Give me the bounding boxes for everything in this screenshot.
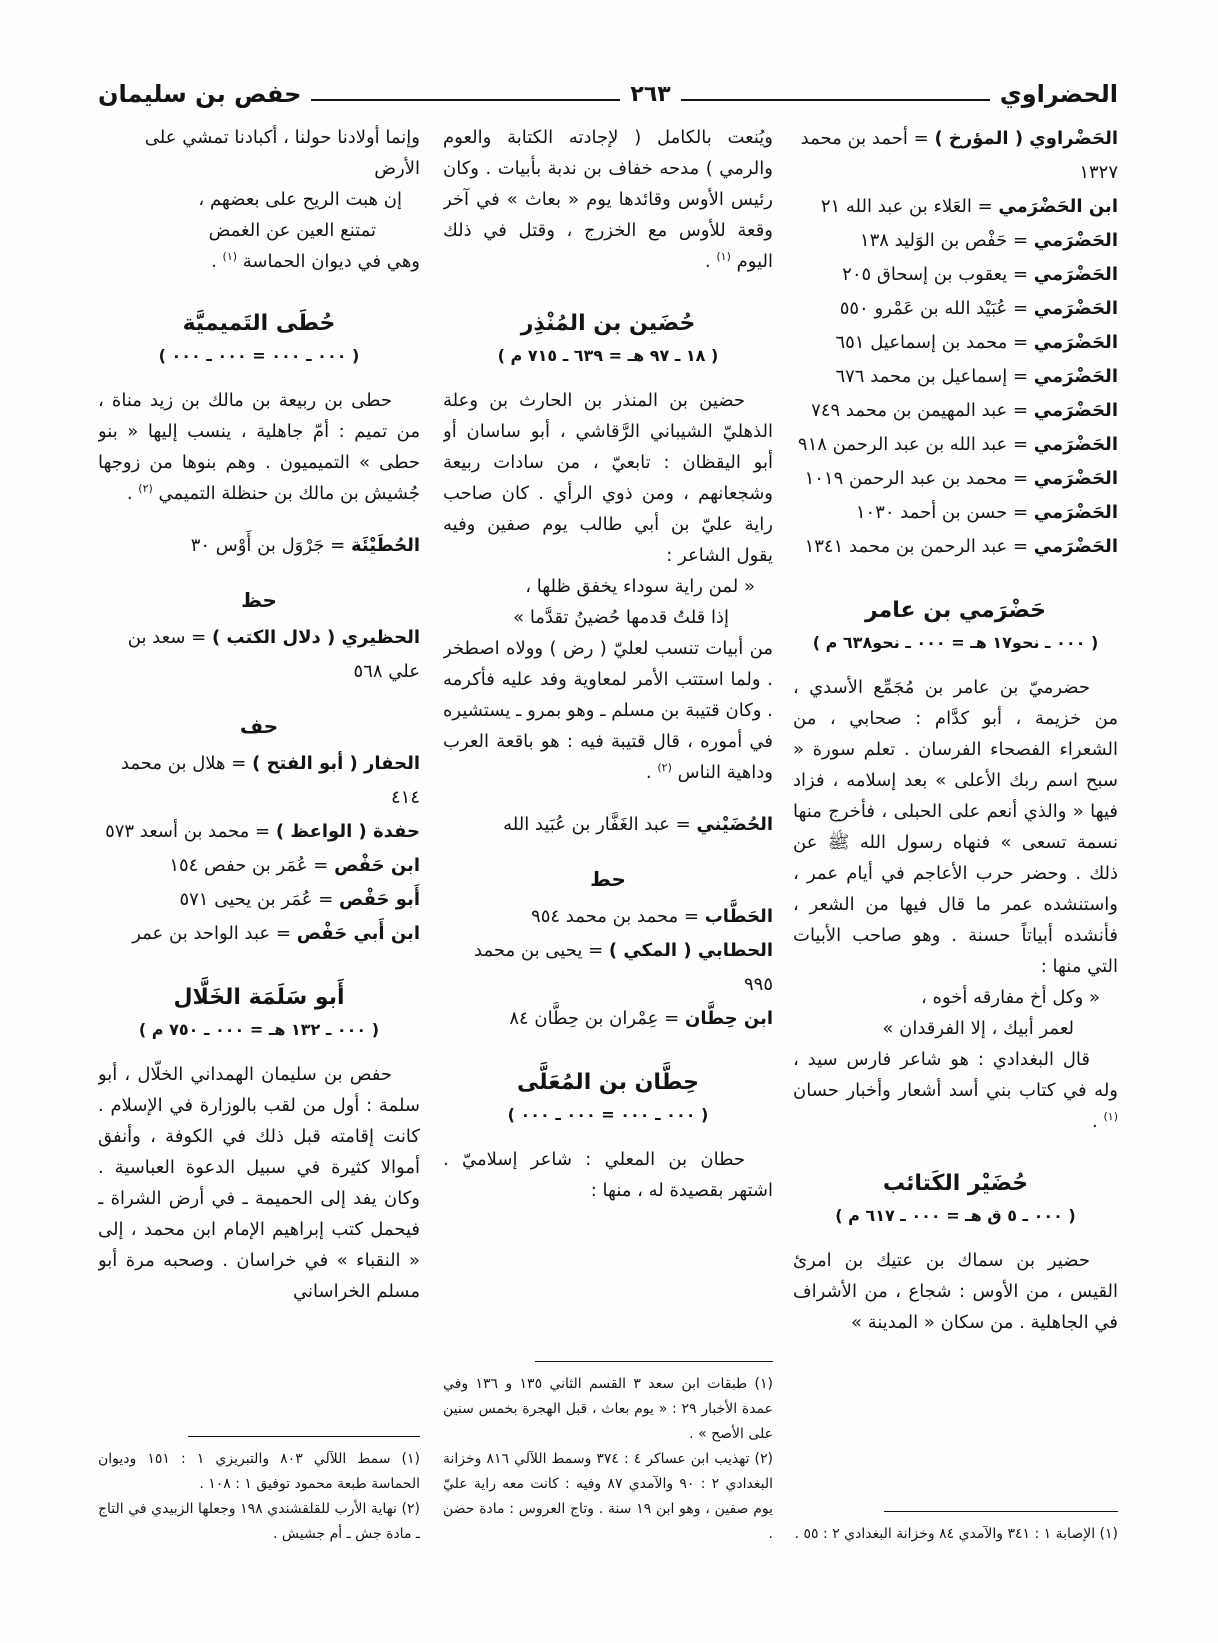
biography-text: حطان بن المعلي : شاعر إسلاميّ . اشتهر بقصيدة له ، منها :	[443, 1149, 773, 1201]
index-entry	[443, 934, 773, 1002]
entry-reference: = عُمَر بن يحيى ٥٧١	[179, 889, 334, 910]
biography-text: حضين بن المنذر بن الحارث بن وعلة الذهليّ الشيباني الرَّقاشي ، أبو ساسان أو أبو اليقظان : تابعيّ ، من سادات ربيعة وشجعانهم ، ومن ذوي الرأي . كان صاحب راية عليّ بن أبي طالب يوم صفين وفيه يقول الشاعر :	[443, 390, 773, 566]
biography-dates: ( ٠٠٠ ـ ٥ ق هـ = ٠٠٠ ـ ٦١٧ م )	[835, 1206, 1076, 1225]
source-text: وهي في ديوان الحماسة	[242, 251, 420, 272]
biography-title: حُطَى التَميميَّة	[182, 311, 336, 336]
footnote-marker: (١)	[1103, 1110, 1118, 1123]
entry-name: الحظيري ( دلال الكتب )	[211, 627, 420, 648]
biography-text: حضرميّ بن عامر بن مُجَمِّع الأسدي ، من خزيمة ، أبو كدَّام : صحابي ، من الشعراء الفصحاء الفرسان . تعلم سورة « سبح اسم ربك الأعلى » بعد إسلامه ، فزاد فيها « والذي أنعم على الحبلى ، فأخرج منها نسمة تسعى » فنهاه رسول الله ﷺ عن ذلك . وحضر حرب الأعاجم في أيام عمر ، واستنشده عمر ما قال فيها من الشعر ، فأنشده أبياتاً حسنة . وهو صاحب الأبيات التي منها :	[793, 677, 1118, 977]
entry-reference: = عبد الله بن عبد الرحمن ٩١٨	[797, 434, 1029, 455]
footnotes	[443, 1361, 773, 1547]
column-body	[443, 122, 773, 1349]
index-entry	[793, 326, 1118, 360]
entry-reference: = محمد بن إسماعيل ٦٥١	[835, 332, 1029, 353]
biography-title: حِطَّان بن المُعَلَّى	[517, 1070, 699, 1095]
index-entry	[793, 394, 1118, 428]
entry-name: حفدة ( الواعظ )	[275, 821, 420, 842]
entry-name: الحُطَيْئَة	[350, 535, 420, 556]
footnote-marker: (١)	[716, 250, 731, 263]
biography-text	[98, 385, 420, 509]
biography-text: حضير بن سماك بن عتيك بن امرئ القيس ، من الأوس : شجاع ، من الأشراف في الجاهلية . من سكان « المدينة »	[793, 1250, 1118, 1333]
section-letter-heading: حف	[239, 714, 279, 738]
entry-reference: = محمد بن محمد ٩٥٤	[531, 906, 699, 927]
punctuation: .	[1092, 1111, 1104, 1132]
verse-line: لعمر أبيك ، إلا الفرقدان »	[882, 1018, 1074, 1039]
entry-name: الحَضْرَمي	[1033, 264, 1118, 285]
entry-name: الحَضْرَمي	[1033, 468, 1118, 489]
entry-name: الحَضْرَمي	[1033, 230, 1118, 251]
entry-name: الحطابي ( المكي )	[608, 940, 773, 961]
footnote: (١) طبقات ابن سعد ٣ القسم الثاني ١٣٥ و ١٣٦ وفي عمدة الأخبار ٢٩ : « يوم بعاث ، قبل الهجرة بخمس سنين على الأصح » .	[443, 1376, 774, 1442]
footnotes	[98, 1436, 420, 1547]
biography-text	[443, 633, 773, 788]
biography-title: حَضْرَمي بن عامر	[864, 598, 1047, 623]
biography-text: حفص بن سليمان الهمداني الخلّال ، أبو سلمة : أول من لقب بالوزارة في الإسلام . كانت إقامته قبل ذلك في الكوفة ، وأنفق أموالا كثيرة في سبيل الدعوة العباسية . وكان يفد إلى الحميمة ـ في أرض الشراة ـ فيحمل كتب إبراهيم الإمام ابن محمد ، إلى « النقباء » في خراسان . وصحبه مرة أبو مسلم الخراساني	[98, 1064, 420, 1302]
biography-title: حُضَين بن المُنْذِر	[520, 311, 696, 336]
biography-dates: ( ٠٠٠ ـ ٠٠٠ = ٠٠٠ ـ ٠٠٠ )	[158, 346, 360, 365]
header-rule	[311, 99, 620, 101]
biography-dates: ( ١٨ ـ ٩٧ هـ = ٦٣٩ ـ ٧١٥ م )	[497, 346, 719, 365]
column-right	[793, 122, 1118, 1547]
entry-reference: = عبد المهيمن بن محمد ٧٤٩	[811, 400, 1029, 421]
header-rule	[681, 99, 990, 101]
entry-name: الحَضْرَمي	[1033, 502, 1118, 523]
source-note	[98, 246, 420, 277]
column-body	[793, 122, 1118, 1499]
entry-name: الحَضْراوي ( المؤرخ )	[934, 128, 1118, 149]
column-middle	[443, 122, 773, 1547]
index-entry	[793, 190, 1118, 224]
index-entry	[793, 428, 1118, 462]
entry-reference: = سعد بن علي ٥٦٨	[127, 627, 420, 682]
footnote: (١) سمط اللآلي ٨٠٣ والتبريزي ١ : ١٥١ وديوان الحماسة طبعة محمود توفيق ١ : ١٠٨ .	[98, 1451, 420, 1492]
verse-line: إن هبت الريح على بعضهم ،	[198, 189, 402, 210]
entry-name: ابن حَفْص	[334, 855, 420, 876]
entry-reference: = عُمَر بن حفص ١٥٤	[169, 855, 329, 876]
index-entry	[793, 360, 1118, 394]
footnotes	[793, 1511, 1118, 1547]
footnote-rule	[188, 1436, 420, 1437]
entry-reference: = عِمْران بن حِطَّان ٨٤	[509, 1008, 680, 1029]
entry-name: الحفار ( أبو الفتح )	[252, 753, 420, 774]
entry-name: الحَضْرَمي	[1033, 332, 1118, 353]
biography-text-span: قال البغدادي : هو شاعر فارس سيد ، وله في كتاب بني أسد أشعار وأخبار حسان	[793, 1049, 1118, 1101]
index-entry	[98, 917, 420, 951]
entry-reference: = أحمد بن محمد ١٣٢٧	[800, 128, 1118, 183]
footnote: (١) الإصابة ١ : ٣٤١ والآمدي ٨٤ وخزانة البغدادي ٢ : ٥٥ .	[794, 1526, 1118, 1542]
section-letter-heading: حط	[590, 867, 626, 891]
entry-name: الحَضْرَمي	[1033, 400, 1118, 421]
entry-name: الحُضَيْني	[696, 814, 773, 835]
index-entry	[443, 1002, 773, 1036]
entry-name: الحَضْرَمي	[1033, 366, 1118, 387]
biography-dates: ( ٠٠٠ ـ ٠٠٠ = ٠٠٠ ـ ٠٠٠ )	[507, 1105, 709, 1124]
index-entry	[443, 900, 773, 934]
biography-text-span: حطى بن ربيعة بن مالك بن زيد مناة ، من تميم : أمّ جاهلية ، ينسب إليها « بنو حطى » التميميون . وهم بنوها من زوجها جُشيش بن مالك بن حنظلة التميمي	[98, 390, 420, 504]
biography-text	[443, 122, 773, 277]
entry-name: الحَضْرَمي	[1033, 434, 1118, 455]
running-head-left: حفص بن سليمان	[97, 80, 302, 108]
verse-line: تمتنع العين عن الغمض	[208, 220, 376, 241]
index-entry	[98, 621, 420, 689]
punctuation: .	[126, 483, 139, 504]
index-entry	[443, 808, 773, 842]
footnote-rule	[535, 1361, 773, 1362]
biography-title: حُضَيْر الكَتائب	[882, 1171, 1029, 1196]
footnote-marker: (١)	[222, 250, 238, 263]
biography-dates: ( ٠٠٠ ـ ١٣٢ هـ = ٠٠٠ ـ ٧٥٠ م )	[138, 1020, 380, 1039]
index-entry	[793, 496, 1118, 530]
punctuation: .	[211, 251, 223, 272]
verse-line: « لمن راية سوداء يخفق ظلها ،	[525, 576, 755, 597]
index-entry	[98, 747, 420, 815]
entry-reference: = يعقوب بن إسحاق ٢٠٥	[842, 264, 1029, 285]
entry-name: أَبو حَفْص	[339, 889, 420, 910]
verse-line: « وكل أخ مفارقه أخوه ،	[921, 987, 1100, 1008]
spacer	[443, 788, 773, 808]
index-entry	[793, 292, 1118, 326]
entry-name: ابن الحَضْرَمي	[998, 196, 1118, 217]
column-left	[98, 122, 420, 1547]
verse-line: إذا قلتُ قدمها حُضينُ تقدَّما »	[513, 607, 729, 628]
biography-text-span: ويُنعت بالكامل ( لإجادته الكتابة والعوم والرمي ) مدحه خفاف بن ندبة بأبيات . وكان رئيس الأوس وقائدها يوم « بعاث » في آخر وقعة للأوس مع الخزرج ، وقتل في ذلك اليوم	[443, 127, 773, 272]
page-number: ٢٦٣	[630, 82, 671, 107]
footnote: (٢) نهاية الأرب للقلقشندي ١٩٨ وجعلها الزبيدي في التاج ـ مادة جش ـ أم جشيش .	[98, 1501, 420, 1542]
punctuation: .	[704, 251, 717, 272]
entry-name: الحَضْرَمي	[1033, 536, 1118, 557]
index-entry	[98, 529, 420, 563]
entry-name: ابن أَبي حَفْص	[296, 923, 420, 944]
entry-reference: = حَفْص بن الوَليد ١٣٨	[859, 230, 1029, 251]
footnote-marker: (٢)	[138, 482, 153, 495]
index-entry	[793, 258, 1118, 292]
entry-reference: = العَلاء بن عبد الله ٢١	[820, 196, 993, 217]
biography-text-span: من أبيات تنسب لعليّ ( رض ) وولاه اصطخر . ولما استتب الأمر لمعاوية وفد عليه فأكرمه . وكان قتيبة بن مسلم ـ وهو بمرو ـ يستشيره في أموره ، قال قتيبة فيه : هو باقعة العرب وداهية الناس	[443, 638, 773, 783]
entry-name: ابن حِطَّان	[684, 1008, 773, 1029]
entry-reference: = عبد الغَفَّار بن عُبَيد الله	[503, 814, 691, 835]
index-entry	[98, 815, 420, 849]
biography-title: أَبو سَلَمَة الخَلَّال	[173, 985, 345, 1010]
biography-dates: ( ٠٠٠ ـ نحو١٧ هـ = ٠٠٠ ـ نحو٦٣٨ م )	[812, 633, 1099, 652]
entry-reference: = هلال بن محمد ٤١٤	[120, 753, 420, 808]
index-entry	[793, 462, 1118, 496]
index-entry	[98, 849, 420, 883]
entry-reference: = جَرْوَل بن أَوْس ٣٠	[190, 535, 346, 556]
index-entry	[793, 122, 1118, 190]
biography-text	[793, 1044, 1118, 1137]
verse-line: وإنما أولادنا حولنا ، أكبادنا تمشي على الأرض	[144, 127, 420, 179]
footnote: (٢) تهذيب ابن عساكر ٤ : ٣٧٤ وسمط اللآلي ٨١٦ وخزانة البغدادي ٢ : ٩٠ والآمدي ٨٧ وفيه : كانت معه راية عليّ يوم صفين ، وهو ابن ١٩ سنة . وتاج العروس : مادة حضن .	[443, 1451, 774, 1542]
footnote-marker: (٢)	[657, 761, 672, 774]
entry-reference: = عبد الواحد بن عمر	[132, 923, 291, 944]
entry-name: الحَطَّاب	[704, 906, 773, 927]
page-header	[98, 66, 1118, 106]
entry-reference: = محمد بن عبد الرحمن ١٠١٩	[804, 468, 1029, 489]
index-entry	[98, 883, 420, 917]
index-entry	[793, 530, 1118, 564]
entry-name: الحَضْرَمي	[1033, 298, 1118, 319]
entry-reference: = يحيى بن محمد ٩٩٥	[474, 940, 773, 995]
spacer	[98, 509, 420, 529]
column-body	[98, 122, 420, 1424]
footnote-rule	[884, 1511, 1118, 1512]
entry-reference: = إسماعيل بن محمد ٦٧٦	[835, 366, 1029, 387]
entry-reference: = عُبَيْد الله بن عَمْرو ٥٥٠	[839, 298, 1029, 319]
entry-reference: = عبد الرحمن بن محمد ١٣٤١	[804, 536, 1029, 557]
entry-reference: = محمد بن أسعد ٥٧٣	[105, 821, 271, 842]
punctuation: .	[645, 762, 658, 783]
section-letter-heading: حظ	[241, 588, 277, 612]
index-entry	[793, 224, 1118, 258]
entry-reference: = حسن بن أحمد ١٠٣٠	[855, 502, 1029, 523]
running-head-right: الحضراوي	[999, 80, 1118, 108]
